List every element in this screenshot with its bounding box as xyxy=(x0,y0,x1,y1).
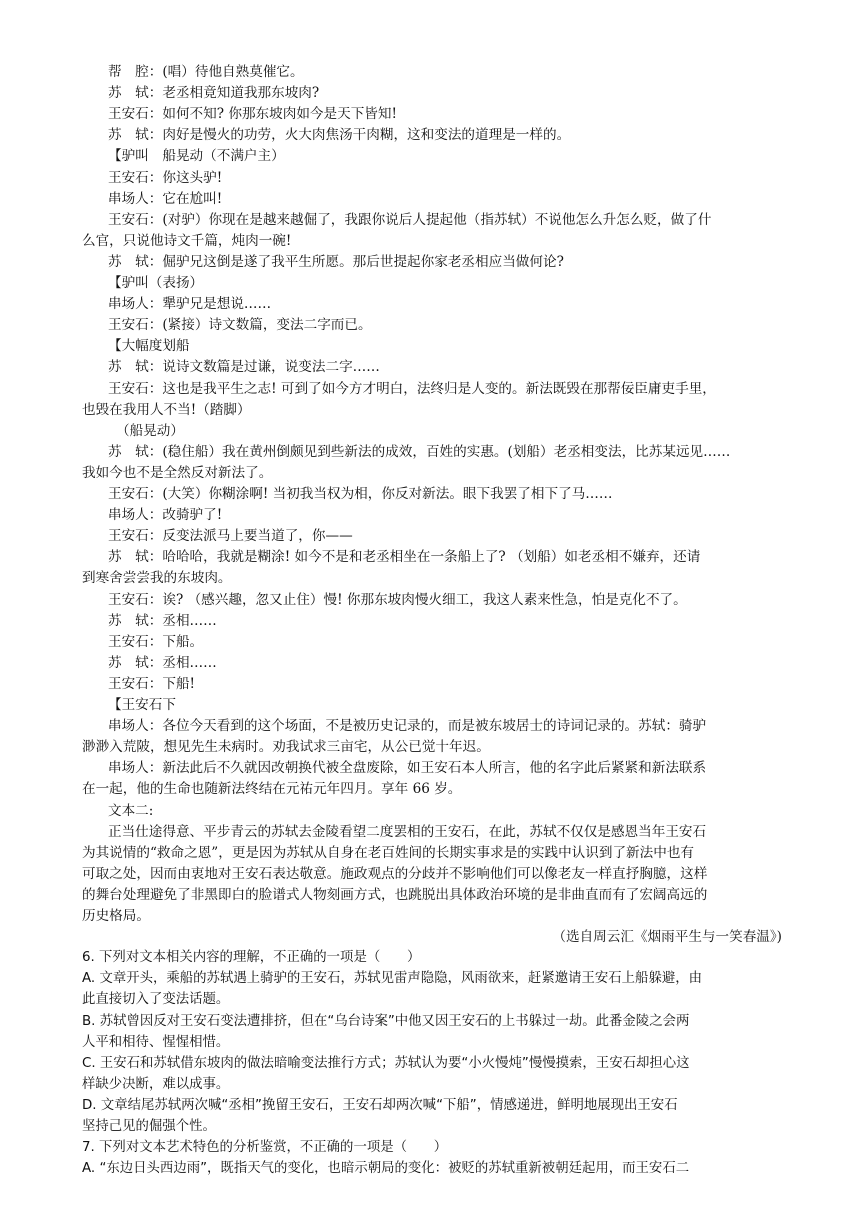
text-line: 文本二: xyxy=(108,803,154,819)
text-line: 王安石：(紧接）诗文数篇，变法二字而已。 xyxy=(108,317,372,333)
text-line: 王安石：(大笑）你糊涂啊! 当初我当权为相，你反对新法。眼下我罢了相下了马…… xyxy=(108,486,613,502)
question-line: A. “东边日头西边雨”，既指天气的变化，也暗示朝局的变化：被贬的苏轼重新被朝廷起用，而王安石二 xyxy=(82,1161,690,1176)
text-line: 串场人：犟驴兄是想说…… xyxy=(108,296,272,312)
question-line: 坚持己见的倔强个性。 xyxy=(82,1119,216,1134)
question-line: 人平和相待、惺惺相惜。 xyxy=(82,1035,230,1050)
text-line: 渺渺入荒陂，想见先生未病时。劝我试求三亩宅，从公已觉十年迟。 xyxy=(82,739,490,755)
text-line: 【驴叫（表扬） xyxy=(108,275,204,291)
text-line: 苏 轼：说诗文数篇是过谦，说变法二字…… xyxy=(108,359,380,375)
text-line: 苏 轼：丞相…… xyxy=(108,655,217,671)
text-line: 也毁在我用人不当!（踏脚） xyxy=(82,402,251,418)
text-line: 苏 轼：老丞相竟知道我那东坡肉? xyxy=(108,85,320,101)
source-citation: （选自周云汇《烟雨平生与一笑春温》) xyxy=(552,929,782,945)
question-line: 6. 下列对文本相关内容的理解，不正确的一项是（ ） xyxy=(82,950,421,965)
text-line: 到寒舍尝尝我的东坡肉。 xyxy=(82,570,232,586)
text-line: 王安石：诶? （感兴趣，忽又止住）慢! 你那东坡肉慢火细工，我这人素来性急，怕是克化不了。 xyxy=(108,592,687,608)
text-line: 【王安石下 xyxy=(108,697,176,713)
text-line: 王安石：(对驴）你现在是越来越倔了，我跟你说后人提起他（指苏轼）不说他怎么升怎么贬，做了什 xyxy=(108,212,712,228)
text-line: 串场人：改骑驴了! xyxy=(108,507,223,523)
text-line: 苏 轼：丞相…… xyxy=(108,613,217,629)
text-line: 么官，只说他诗文千篇，炖肉一碗! xyxy=(82,233,292,249)
text-line: 在一起，他的生命也随新法终结在元祐元年四月。享年 66 岁。 xyxy=(82,781,462,797)
text-line: 为其说情的“救命之恩”，更是因为苏轼从自身在老百姓间的长期实事求是的实践中认识到了新法中也有 xyxy=(82,845,695,861)
question-line: B. 苏轼曾因反对王安石变法遭排挤，但在“乌台诗案”中他又因王安石的上书躲过一劫。此番金陵之会两 xyxy=(82,1014,690,1029)
text-line: 历史格局。 xyxy=(82,908,150,924)
text-line: 串场人：各位今天看到的这个场面，不是被历史记录的，而是被东坡居士的诗词记录的。苏轼：骑驴 xyxy=(108,718,707,734)
text-line: 可取之处，因而由衷地对王安石表达敬意。施政观点的分歧并不影响他们可以像老友一样直抒胸臆，这样 xyxy=(82,866,708,882)
question-line: C. 王安石和苏轼借东坡肉的做法暗喻变法推行方式；苏轼认为要“小火慢炖”慢慢摸索，王安石却担心这 xyxy=(82,1056,690,1071)
text-line: 的舞台处理避免了非黑即白的脸谱式人物刻画方式，也跳脱出具体政治环境的是非曲直而有了宏阔高远的 xyxy=(82,887,708,903)
text-line: 王安石：下船。 xyxy=(108,634,204,650)
text-line: 我如今也不是全然反对新法了。 xyxy=(82,465,273,481)
text-line: 苏 轼：哈哈哈，我就是糊涂! 如今不是和老丞相坐在一条船上了? （划船）如老丞相不嫌弃，还请 xyxy=(108,549,701,565)
question-line: D. 文章结尾苏轼两次喊“丞相”挽留王安石，王安石却两次喊“下船”，情感递进，鲜明地展现出王安石 xyxy=(82,1098,678,1113)
text-line: 苏 轼：肉好是慢火的功劳，火大肉焦汤干肉糊，这和变法的道理是一样的。 xyxy=(108,127,571,143)
question-line: 此直接切入了变法话题。 xyxy=(82,992,230,1007)
question-line: 样缺少决断，难以成事。 xyxy=(82,1077,230,1092)
question-line: 7. 下列对文本艺术特色的分析鉴赏，不正确的一项是（ ） xyxy=(82,1140,448,1155)
text-line: 正当仕途得意、平步青云的苏轼去金陵看望二度罢相的王安石，在此，苏轼不仅仅是感恩当年王安石 xyxy=(108,824,707,840)
question-line: A. 文章开头，乘船的苏轼遇上骑驴的王安石，苏轼见雷声隐隐，风雨欲来，赶紧邀请王安石上船躲避，由 xyxy=(82,971,703,986)
text-line: 王安石：这也是我平生之志! 可到了如今方才明白，法终归是人变的。新法既毁在那帮佞臣庸吏手里， xyxy=(108,381,716,397)
text-line: 苏 轼：倔驴兄这倒是遂了我平生所愿。那后世提起你家老丞相应当做何论? xyxy=(108,254,564,270)
text-line: 王安石：你这头驴! xyxy=(108,170,223,186)
text-line: （船晃动） xyxy=(116,423,184,439)
text-line: 王安石：反变法派马上要当道了，你—— xyxy=(108,528,353,544)
text-line: 串场人：它在尬叫! xyxy=(108,191,223,207)
text-line: 【大幅度划船 xyxy=(108,338,190,354)
text-line: 帮 腔：(唱）待他自熟莫催它。 xyxy=(108,64,304,80)
text-line: 串场人：新法此后不久就因改朝换代被全盘废除，如王安石本人所言，他的名字此后紧紧和新法联系 xyxy=(108,760,707,776)
text-line: 王安石：下船! xyxy=(108,676,196,692)
text-line: 王安石：如何不知? 你那东坡肉如今是天下皆知! xyxy=(108,106,397,122)
text-line: 苏 轼：(稳住船）我在黄州倒颇见到些新法的成效，百姓的实惠。(划船）老丞相变法，比苏某远见…… xyxy=(108,444,731,460)
text-line: 【驴叫 船晃动（不满户主） xyxy=(108,148,285,164)
